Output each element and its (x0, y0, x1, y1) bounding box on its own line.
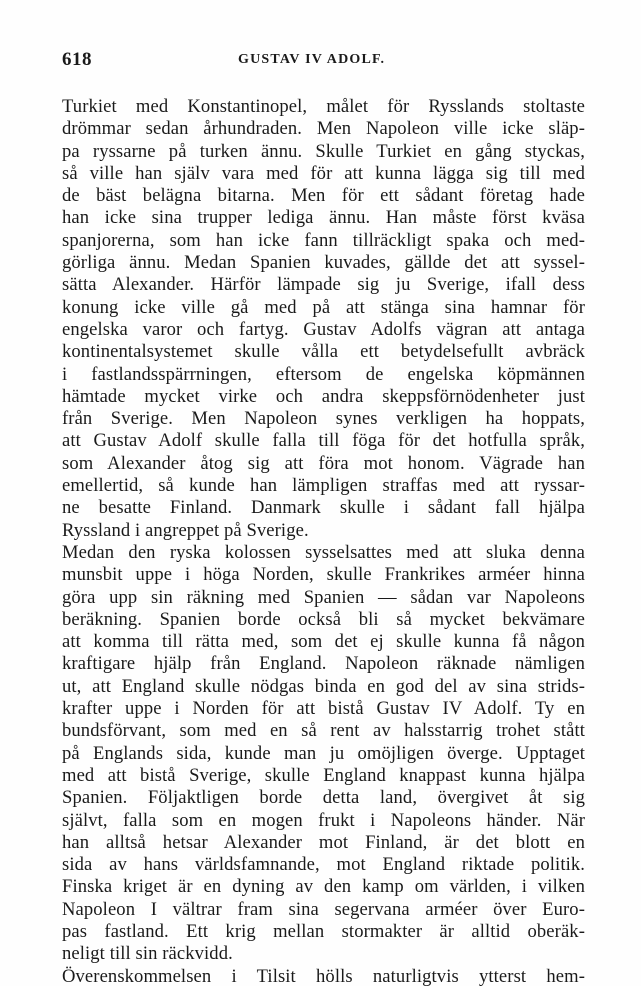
text-line: neligt till sin räckvidd. (62, 943, 233, 965)
text-line: munsbit uppe i höga Norden, skulle Frankrikes arméer hinna (62, 564, 585, 586)
text-line: hämtade mycket virke och andra skeppsförnödenheter just (62, 385, 585, 407)
text-line: emellertid, så kunde han lämpligen straffas med att ryssar- (62, 475, 585, 497)
text-line: konung icke ville gå med på att stänga sina hamnar för (62, 296, 585, 318)
text-line: kontinentalsystemet skulle vålla ett betydelsefullt avbräck (62, 341, 585, 363)
text-line: pas fastland. Ett krig mellan stormakter är alltid oberäk- (62, 920, 585, 942)
text-line: Ryssland i angreppet på Sverige. (62, 519, 309, 541)
text-line: spanjorerna, som han icke fann tillräckligt spaka och med- (62, 229, 585, 251)
text-line: bundsförvant, som med en så rent av halsstarrig trohet stått (62, 720, 585, 742)
text-line: på Englands sida, kunde man ju omöjligen överge. Upptaget (62, 742, 585, 764)
text-line: att Gustav Adolf skulle falla till föga för det hotfulla språk, (62, 430, 585, 452)
text-line: att komma till rätta med, som det ej skulle kunna få någon (62, 631, 585, 653)
text-line: Överenskommelsen i Tilsit hölls naturligtvis ytterst hem- (62, 965, 585, 987)
body-text (62, 96, 585, 988)
text-line: de bäst belägna bitarna. Men för ett sådant företag hade (62, 185, 585, 207)
text-line: sätta Alexander. Härför lämpade sig ju Sverige, ifall dess (62, 274, 585, 296)
text-line: ut, att England skulle nödgas binda en god del av sina strids- (62, 675, 585, 697)
text-line: krafter uppe i Norden för att bistå Gustav IV Adolf. Ty en (62, 698, 585, 720)
text-line: göra upp sin räkning med Spanien — sådan var Napoleons (62, 586, 585, 608)
text-line: så ville han själv vara med för att kunna lägga sig till med (62, 162, 585, 184)
page-header (62, 49, 582, 73)
text-line: Napoleon I vältrar fram sina segervana arméer över Euro- (62, 898, 585, 920)
text-line: med att bistå Sverige, skulle England knappast kunna hjälpa (62, 764, 585, 786)
text-line: från Sverige. Men Napoleon synes verkligen ha hoppats, (62, 408, 585, 430)
text-line: kraftigare hjälp från England. Napoleon räknade nämligen (62, 653, 585, 675)
text-line: han alltså hetsar Alexander mot Finland, är det blott en (62, 831, 585, 853)
text-line: Finska kriget är en dyning av den kamp om världen, i vilken (62, 876, 585, 898)
text-line: pa ryssarne på turken ännu. Skulle Turkiet en gång styckas, (62, 140, 585, 162)
text-line: Medan den ryska kolossen sysselsattes med att sluka denna (62, 541, 585, 563)
text-line: drömmar sedan århundraden. Men Napoleon ville icke släp- (62, 118, 585, 140)
text-line: som Alexander åtog sig att föra mot honom. Vägrade han (62, 452, 585, 474)
text-line: Turkiet med Konstantinopel, målet för Rysslands stoltaste (62, 96, 585, 117)
page-number: 618 (62, 49, 92, 70)
running-head: GUSTAV IV ADOLF. (238, 52, 386, 67)
text-line: han icke sina trupper lediga ännu. Han måste först kväsa (62, 207, 585, 229)
text-line: beräkning. Spanien borde också bli så mycket bekvämare (62, 608, 585, 630)
text-line: engelska varor och fartyg. Gustav Adolfs vägran att antaga (62, 318, 585, 340)
text-line: Spanien. Följaktligen borde detta land, övergivet åt sig (62, 787, 585, 809)
text-line: ne besatte Finland. Danmark skulle i sådant fall hjälpa (62, 497, 585, 519)
text-line: sida av hans världsfamnande, mot England riktade politik. (62, 854, 585, 876)
text-line: i fastlandsspärrningen, eftersom de engelska köpmännen (62, 363, 585, 385)
text-line: görliga ännu. Medan Spanien kuvades, gällde det att syssel- (62, 252, 585, 274)
text-line: självt, falla som en mogen frukt i Napoleons händer. När (62, 809, 585, 831)
